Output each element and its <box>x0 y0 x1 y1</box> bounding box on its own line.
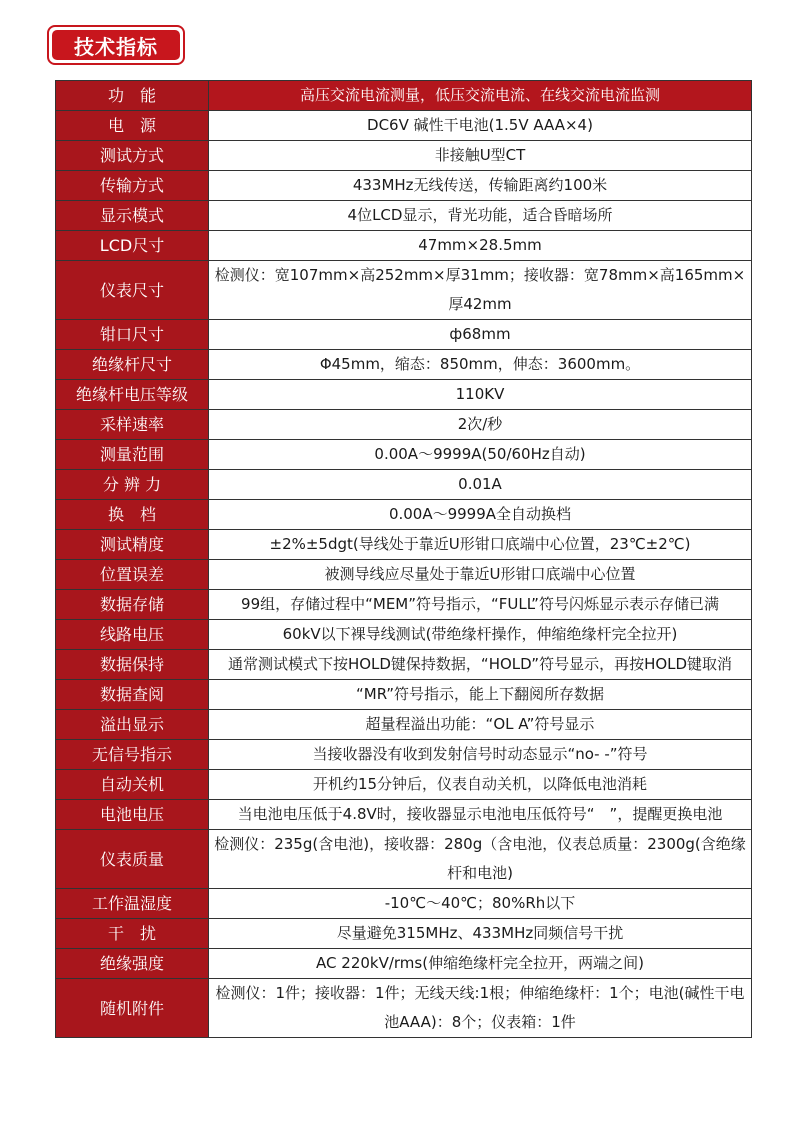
table-row <box>56 320 752 350</box>
table-row <box>56 530 752 560</box>
spec-value: 超量程溢出功能：“OL A”符号显示 <box>209 710 752 740</box>
spec-value: AC 220kV/rms(伸缩绝缘杆完全拉开，两端之间) <box>209 949 752 979</box>
table-row <box>56 261 752 320</box>
table-row <box>56 111 752 141</box>
spec-label: 仪表质量 <box>56 830 209 889</box>
spec-value: “MR”符号指示，能上下翻阅所存数据 <box>209 680 752 710</box>
table-row <box>56 949 752 979</box>
spec-label: 分 辨 力 <box>56 470 209 500</box>
table-row <box>56 830 752 889</box>
table-row <box>56 81 752 111</box>
spec-label: 电 源 <box>56 111 209 141</box>
spec-label: 溢出显示 <box>56 710 209 740</box>
spec-label: 数据保持 <box>56 650 209 680</box>
spec-value: 2次/秒 <box>209 410 752 440</box>
spec-value: 通常测试模式下按HOLD键保持数据，“HOLD”符号显示，再按HOLD键取消 <box>209 650 752 680</box>
spec-value: 99组，存储过程中“MEM”符号指示，“FULL”符号闪烁显示表示存储已满 <box>209 590 752 620</box>
spec-value: 检测仪：宽107mm×高252mm×厚31mm；接收器：宽78mm×高165mm×厚42mm <box>209 261 752 320</box>
table-row <box>56 770 752 800</box>
spec-label: 随机附件 <box>56 979 209 1038</box>
spec-label: LCD尺寸 <box>56 231 209 261</box>
table-row <box>56 231 752 261</box>
spec-table <box>55 80 752 1038</box>
table-row <box>56 620 752 650</box>
table-row <box>56 710 752 740</box>
spec-label: 测量范围 <box>56 440 209 470</box>
table-row <box>56 919 752 949</box>
spec-label: 自动关机 <box>56 770 209 800</box>
table-row <box>56 800 752 830</box>
table-row <box>56 440 752 470</box>
section-title-badge <box>47 25 185 65</box>
spec-value: 检测仪：1件；接收器：1件；无线天线:1根；伸缩绝缘杆：1个；电池(碱性干电池AAA)：8个；仪表箱：1件 <box>209 979 752 1038</box>
spec-value: DC6V 碱性干电池(1.5V AAA×4) <box>209 111 752 141</box>
spec-value: 0.00A～9999A全自动换档 <box>209 500 752 530</box>
spec-value: 当电池电压低于4.8V时，接收器显示电池电压低符号“ ”，提醒更换电池 <box>209 800 752 830</box>
table-row <box>56 350 752 380</box>
spec-label: 绝缘杆电压等级 <box>56 380 209 410</box>
spec-label: 仪表尺寸 <box>56 261 209 320</box>
spec-value: 高压交流电流测量，低压交流电流、在线交流电流监测 <box>209 81 752 111</box>
spec-value: 60kV以下裸导线测试(带绝缘杆操作，伸缩绝缘杆完全拉开) <box>209 620 752 650</box>
table-row <box>56 680 752 710</box>
spec-value: ±2%±5dgt(导线处于靠近U形钳口底端中心位置，23℃±2℃) <box>209 530 752 560</box>
table-row <box>56 380 752 410</box>
spec-value: 0.00A～9999A(50/60Hz自动) <box>209 440 752 470</box>
table-row <box>56 201 752 231</box>
spec-label: 数据查阅 <box>56 680 209 710</box>
spec-value: 0.01A <box>209 470 752 500</box>
table-row <box>56 560 752 590</box>
table-row <box>56 500 752 530</box>
spec-label: 钳口尺寸 <box>56 320 209 350</box>
table-row <box>56 410 752 440</box>
spec-label: 传输方式 <box>56 171 209 201</box>
spec-label: 换 档 <box>56 500 209 530</box>
spec-label: 位置误差 <box>56 560 209 590</box>
table-row <box>56 740 752 770</box>
spec-label: 功 能 <box>56 81 209 111</box>
section-title: 技术指标 <box>52 30 180 60</box>
spec-value: 433MHz无线传送，传输距离约100米 <box>209 171 752 201</box>
spec-value: 当接收器没有收到发射信号时动态显示“no- -”符号 <box>209 740 752 770</box>
spec-label: 工作温湿度 <box>56 889 209 919</box>
table-row <box>56 590 752 620</box>
spec-label: 绝缘强度 <box>56 949 209 979</box>
spec-value: 尽量避免315MHz、433MHz同频信号干扰 <box>209 919 752 949</box>
spec-value: 4位LCD显示，背光功能，适合昏暗场所 <box>209 201 752 231</box>
spec-label: 显示模式 <box>56 201 209 231</box>
spec-label: 干 扰 <box>56 919 209 949</box>
spec-value: 检测仪：235g(含电池)，接收器：280g（含电池，仪表总质量：2300g(含绝缘杆和电池) <box>209 830 752 889</box>
spec-label: 线路电压 <box>56 620 209 650</box>
spec-value: 47mm×28.5mm <box>209 231 752 261</box>
spec-value: ф68mm <box>209 320 752 350</box>
spec-value: Φ45mm，缩态：850mm，伸态：3600mm。 <box>209 350 752 380</box>
table-row <box>56 141 752 171</box>
spec-label: 电池电压 <box>56 800 209 830</box>
spec-value: 被测导线应尽量处于靠近U形钳口底端中心位置 <box>209 560 752 590</box>
spec-value: 非接触U型CT <box>209 141 752 171</box>
table-row <box>56 650 752 680</box>
spec-value: 开机约15分钟后，仪表自动关机，以降低电池消耗 <box>209 770 752 800</box>
spec-label: 数据存储 <box>56 590 209 620</box>
table-row <box>56 979 752 1038</box>
spec-value: 110KV <box>209 380 752 410</box>
table-row <box>56 470 752 500</box>
spec-label: 无信号指示 <box>56 740 209 770</box>
spec-label: 测试精度 <box>56 530 209 560</box>
spec-label: 绝缘杆尺寸 <box>56 350 209 380</box>
table-row <box>56 171 752 201</box>
spec-value: -10℃～40℃；80%Rh以下 <box>209 889 752 919</box>
table-row <box>56 889 752 919</box>
spec-label: 采样速率 <box>56 410 209 440</box>
spec-label: 测试方式 <box>56 141 209 171</box>
